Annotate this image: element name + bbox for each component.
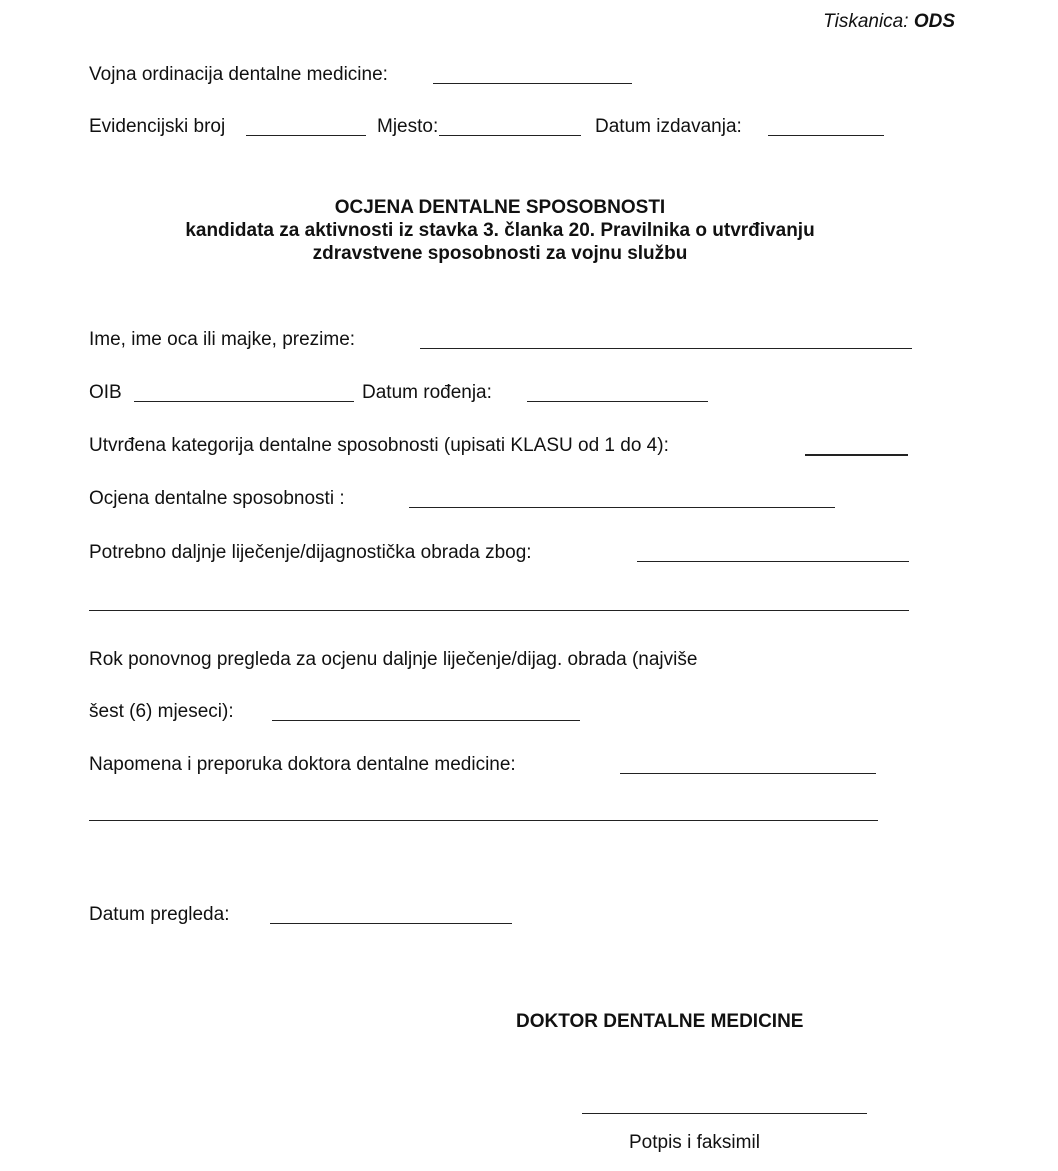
note-field[interactable] (620, 773, 876, 774)
exam-date-field[interactable] (270, 923, 512, 924)
assessment-label: Ocjena dentalne sposobnosti : (89, 488, 345, 509)
oib-field[interactable] (134, 401, 354, 402)
treatment-field[interactable] (637, 561, 909, 562)
form-code (823, 11, 955, 33)
recheck-label-1: Rok ponovnog pregleda za ocjenu daljnje liječenje/dijag. obrada (najviše (89, 649, 698, 670)
document-subtitle-2: zdravstvene sposobnosti za vojnu službu (312, 243, 688, 264)
clinic-field[interactable] (433, 83, 632, 84)
birth-date-field[interactable] (527, 401, 708, 402)
place-label: Mjesto: (377, 116, 439, 137)
name-label: Ime, ime oca ili majke, prezime: (89, 329, 356, 350)
recheck-field[interactable] (272, 720, 580, 721)
category-label: Utvrđena kategorija dentalne sposobnosti (upisati KLASU od 1 do 4): (89, 435, 669, 456)
place-field[interactable] (439, 135, 581, 136)
form-code-label: Tiskanica: (823, 11, 909, 32)
clinic-label: Vojna ordinacija dentalne medicine: (89, 64, 388, 85)
treatment-label: Potrebno daljnje liječenje/dijagnostička obrada zbog: (89, 542, 532, 563)
category-field[interactable] (805, 454, 908, 456)
issue-date-field[interactable] (768, 135, 884, 136)
name-field[interactable] (420, 348, 912, 349)
form-code-value: ODS (913, 11, 955, 32)
record-number-field[interactable] (246, 135, 366, 136)
signature-field[interactable] (582, 1113, 867, 1114)
note-field-line-2[interactable] (89, 820, 878, 821)
exam-date-label: Datum pregleda: (89, 904, 230, 925)
note-label: Napomena i preporuka doktora dentalne medicine: (89, 754, 516, 775)
birth-date-label: Datum rođenja: (362, 382, 492, 403)
document-title: OCJENA DENTALNE SPOSOBNOSTI (334, 197, 666, 218)
document-subtitle-1: kandidata za aktivnosti iz stavka 3. članka 20. Pravilnika o utvrđivanju (185, 220, 815, 241)
issue-date-label: Datum izdavanja: (595, 116, 742, 137)
oib-label: OIB (89, 382, 122, 403)
signature-caption: Potpis i faksimil (629, 1132, 760, 1153)
signature-heading: DOKTOR DENTALNE MEDICINE (516, 1011, 804, 1032)
recheck-label-2: šest (6) mjeseci): (89, 701, 234, 722)
treatment-field-line-2[interactable] (89, 610, 909, 611)
record-number-label: Evidencijski broj (89, 116, 226, 137)
assessment-field[interactable] (409, 507, 835, 508)
